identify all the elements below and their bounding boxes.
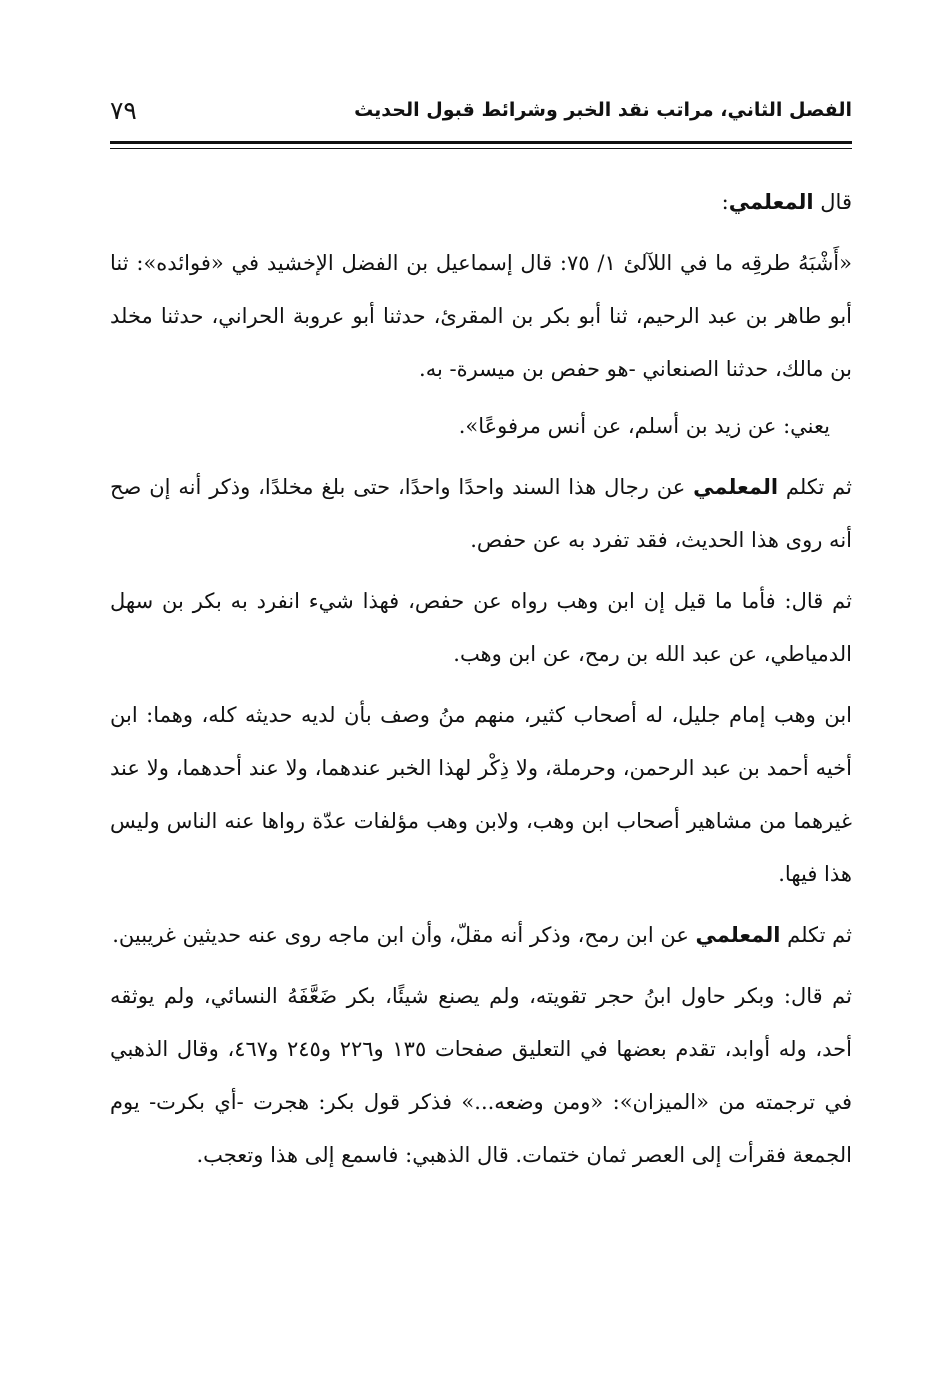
header-rule-thick — [110, 141, 852, 144]
page-number: ٧٩ — [110, 95, 137, 125]
paragraph-4 — [110, 461, 852, 567]
author-name: المعلمي — [728, 190, 814, 214]
paragraph-1-pre: قال — [813, 190, 852, 214]
running-title: الفصل الثاني، مراتب نقد الخبر وشرائط قبول الحديث — [354, 99, 852, 121]
paragraph-1 — [110, 176, 852, 229]
paragraph-5-text: ثم قال: فأما ما قيل إن ابن وهب رواه عن حفص، فهذا شيء انفرد به بكر بن سهل الدمياطي، عن عبد الله بن رمح، عن ابن وهب. — [110, 589, 852, 666]
paragraph-2-text: «أَشْبَهُ طرقِه ما في اللآلئ ١/ ٧٥: قال إسماعيل بن الفضل الإخشيد في «فوائده»: ثنا أبو طاهر بن عبد الرحيم، ثنا أبو بكر بن المقرئ، حدثنا أبو عروبة الحراني، حدثنا مخلد بن مالك، حدثنا الصنعاني -هو حفص بن ميسرة- به. — [110, 251, 852, 381]
body-text — [110, 176, 852, 1186]
header-rule-thin — [110, 148, 852, 149]
paragraph-4-pre: ثم تكلم — [778, 475, 852, 499]
paragraph-6 — [110, 689, 852, 901]
paragraph-5 — [110, 575, 852, 681]
paragraph-7-pre: ثم تكلم — [780, 923, 852, 947]
paragraph-8-text: ثم قال: وبكر حاول ابنُ حجر تقويته، ولم يصنع شيئًا، بكر ضَعَّفَهُ النسائي، ولم يوثقه أحد، وله أوابد، تقدم بعضها في التعليق صفحات ١٣٥ و٢٢٦ و٢٤٥ و٤٦٧، وقال الذهبي في ترجمته من «الميزان»: «ومن وضعه...» فذكر قول بكر: هجرت -أي بكرت- يوم الجمعة فقرأت إلى العصر ثمان ختمات. قال الذهبي: فاسمع إلى هذا وتعجب. — [110, 984, 852, 1167]
paragraph-2-quotation — [110, 237, 852, 396]
author-name: المعلمي — [695, 923, 781, 947]
paragraph-7 — [110, 909, 852, 962]
paragraph-1-post: : — [721, 190, 729, 214]
paragraph-7-post: عن ابن رمح، وذكر أنه مقلّ، وأن ابن ماجه روى عنه حديثين غريبين. — [112, 923, 696, 947]
paragraph-3-text: يعني: عن زيد بن أسلم، عن أنس مرفوعًا». — [458, 414, 830, 438]
page-header — [110, 92, 852, 128]
paragraph-4-post: عن رجال هذا السند واحدًا واحدًا، حتى بلغ مخلدًا، وذكر أنه إن صح أنه روى هذا الحديث، فقد تفرد به عن حفص. — [110, 475, 852, 552]
author-name: المعلمي — [693, 475, 779, 499]
paragraph-3 — [110, 400, 852, 453]
paragraph-8 — [110, 970, 852, 1182]
paragraph-6-text: ابن وهب إمام جليل، له أصحاب كثير، منهم منُ وصف بأن لديه حديثه كله، وهما: ابن أخيه أحمد بن عبد الرحمن، وحرملة، ولا ذِكْر لهذا الخبر عندهما، ولا عند أحدهما، ولا عند غيرهما من مشاهير أصحاب ابن وهب، ولابن وهب مؤلفات عدّة رواها عنه الناس وليس هذا فيها. — [110, 703, 852, 886]
